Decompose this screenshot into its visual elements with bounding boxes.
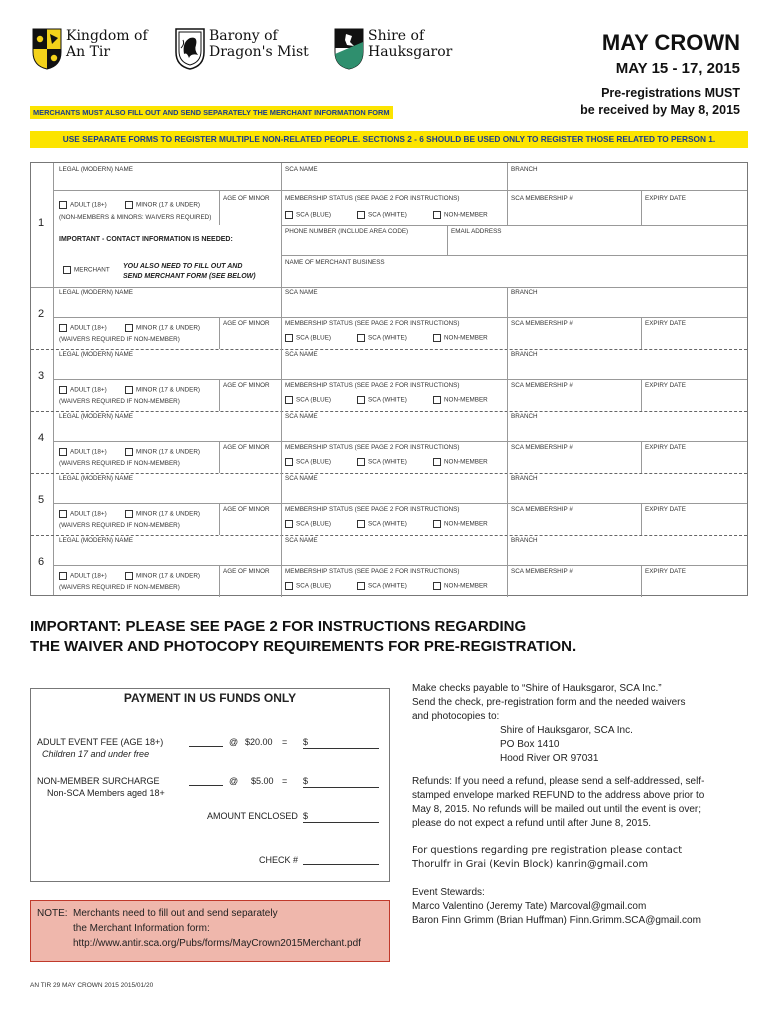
adult-option-label: ADULT (18+)	[70, 201, 107, 209]
sca-blue-option-label: SCA (BLUE)	[296, 582, 331, 590]
sca-white-option-label: SCA (WHITE)	[368, 211, 407, 219]
sca-blue-option[interactable]	[285, 334, 331, 342]
grid-line	[219, 565, 220, 597]
org-kingdom	[32, 28, 148, 70]
grid-line	[281, 503, 282, 535]
checkbox[interactable]	[125, 386, 133, 394]
legal-name-label: LEGAL (MODERN) NAME	[59, 475, 133, 482]
checkbox[interactable]	[59, 324, 67, 332]
checkbox[interactable]	[433, 211, 441, 219]
legal-name-label: LEGAL (MODERN) NAME	[59, 413, 133, 420]
important-line1: IMPORTANT: PLEASE SEE PAGE 2 FOR INSTRUCTIONS REGARDING	[30, 618, 527, 635]
grid-line	[53, 379, 747, 380]
sca-blue-option[interactable]	[285, 211, 331, 219]
adult-price: $20.00	[245, 737, 273, 747]
waivers-note: (WAIVERS REQUIRED IF NON-MEMBER)	[59, 398, 180, 405]
non-member-option-label: NON-MEMBER	[444, 396, 488, 404]
grid-line	[281, 473, 282, 503]
checkbox[interactable]	[285, 211, 293, 219]
grid-line	[53, 190, 747, 191]
important-waiver-notice	[30, 617, 576, 657]
checkbox[interactable]	[59, 201, 67, 209]
non-member-option-label: NON-MEMBER	[444, 520, 488, 528]
merchant-note-inline	[123, 262, 256, 282]
grid-line	[219, 379, 220, 411]
sca-blue-option-label: SCA (BLUE)	[296, 334, 331, 342]
kingdom-shield-icon	[32, 28, 62, 70]
grid-line	[31, 287, 747, 288]
phone-label: PHONE NUMBER (INCLUDE AREA CODE)	[285, 228, 409, 235]
checkbox[interactable]	[433, 582, 441, 590]
grid-line	[507, 535, 508, 565]
branch-label: BRANCH	[511, 289, 538, 296]
grid-line	[507, 287, 508, 317]
non-member-option[interactable]	[433, 520, 488, 528]
non-member-option[interactable]	[433, 582, 488, 590]
address-line3: Hood River OR 97031	[500, 753, 599, 764]
sca-blue-option[interactable]	[285, 520, 331, 528]
org-name-line2: Dragon's Mist	[209, 44, 309, 60]
grid-line	[641, 441, 642, 473]
merchant-form-link[interactable]: http://www.antir.sca.org/Pubs/forms/MayCrown2015Merchant.pdf	[73, 938, 361, 949]
surcharge-qty-field[interactable]	[189, 785, 223, 786]
non-member-option-label: NON-MEMBER	[444, 582, 488, 590]
surcharge-price: $5.00	[251, 776, 274, 786]
merchant-notice: MERCHANTS MUST ALSO FILL OUT AND SEND SEPARATELY THE MERCHANT INFORMATION FORM	[30, 106, 393, 119]
check-number-label: CHECK #	[259, 855, 299, 865]
membership-status-label: MEMBERSHIP STATUS (SEE PAGE 2 FOR INSTRUCTIONS)	[285, 568, 460, 575]
org-name-line1: Barony of	[209, 28, 278, 44]
sca-white-option[interactable]	[357, 582, 407, 590]
questions-line1: For questions regarding pre registration please contact	[412, 845, 683, 856]
expiry-date-label: EXPIRY DATE	[645, 444, 686, 451]
branch-label: BRANCH	[511, 166, 538, 173]
branch-label: BRANCH	[511, 351, 538, 358]
grid-line	[641, 317, 642, 349]
minor-option-label: MINOR (17 & UNDER)	[136, 572, 201, 580]
grid-line	[281, 535, 282, 565]
grid-line	[281, 411, 282, 441]
adult-option-label: ADULT (18+)	[70, 572, 107, 580]
adult-total-field[interactable]	[303, 748, 379, 749]
payment-box	[30, 688, 390, 882]
sca-membership-label: SCA MEMBERSHIP #	[511, 444, 573, 451]
non-member-option[interactable]	[433, 458, 488, 466]
minor-option-label: MINOR (17 & UNDER)	[136, 510, 201, 518]
checkbox[interactable]	[433, 458, 441, 466]
amount-enclosed-label: AMOUNT ENCLOSED	[207, 811, 298, 821]
expiry-date-label: EXPIRY DATE	[645, 506, 686, 513]
minor-option[interactable]	[125, 448, 200, 456]
grid-line	[281, 317, 282, 349]
grid-line	[31, 411, 747, 412]
merchant-option-label: MERCHANT	[74, 266, 110, 274]
grid-line	[641, 379, 642, 411]
expiry-date-label: EXPIRY DATE	[645, 195, 686, 202]
note-prefix: NOTE:	[37, 908, 68, 919]
refund-line3: May 8, 2015. No refunds will be mailed out until the event is over;	[412, 804, 702, 815]
grid-line	[219, 503, 220, 535]
minor-option[interactable]	[125, 324, 200, 332]
grid-line	[31, 473, 747, 474]
prereg-line1: Pre-registrations MUST	[601, 86, 740, 100]
adult-option-label: ADULT (18+)	[70, 386, 107, 394]
refund-line2: stamped envelope marked REFUND to the address above prior to	[412, 790, 705, 801]
expiry-date-label: EXPIRY DATE	[645, 382, 686, 389]
barony-shield-icon	[175, 28, 205, 70]
age-of-minor-label: AGE OF MINOR	[223, 320, 270, 327]
checkbox[interactable]	[285, 458, 293, 466]
send-line1: Send the check, pre-registration form and the needed waivers	[412, 697, 686, 708]
sca-blue-option-label: SCA (BLUE)	[296, 520, 331, 528]
grid-line	[641, 190, 642, 225]
grid-line	[281, 565, 282, 597]
sca-membership-label: SCA MEMBERSHIP #	[511, 382, 573, 389]
address-line2: PO Box 1410	[500, 739, 560, 750]
org-barony	[175, 28, 309, 70]
grid-line	[507, 565, 508, 597]
adult-option[interactable]	[59, 386, 107, 394]
non-member-option-label: NON-MEMBER	[444, 334, 488, 342]
legal-name-label: LEGAL (MODERN) NAME	[59, 166, 133, 173]
non-member-option-label: NON-MEMBER	[444, 211, 488, 219]
grid-line	[507, 503, 508, 535]
branch-label: BRANCH	[511, 475, 538, 482]
legal-name-label: LEGAL (MODERN) NAME	[59, 289, 133, 296]
adult-option[interactable]	[59, 324, 107, 332]
adult-option-label: ADULT (18+)	[70, 510, 107, 518]
at-symbol: @	[229, 776, 239, 786]
section-number: 2	[38, 308, 45, 320]
non-sca-note: Non-SCA Members aged 18+	[47, 788, 165, 798]
adult-qty-field[interactable]	[189, 746, 223, 747]
checkbox[interactable]	[357, 582, 365, 590]
checkbox[interactable]	[357, 211, 365, 219]
non-member-option[interactable]	[433, 396, 488, 404]
shire-shield-icon	[334, 28, 364, 70]
note-line1: Merchants need to fill out and send separately	[73, 908, 278, 919]
checkbox[interactable]	[59, 386, 67, 394]
checkbox[interactable]	[357, 458, 365, 466]
grid-line	[31, 349, 747, 350]
org-name-line2: An Tir	[66, 44, 111, 60]
section-number: 3	[38, 370, 45, 382]
surcharge-total-field[interactable]	[303, 787, 379, 788]
checkbox[interactable]	[285, 334, 293, 342]
adult-option-label: ADULT (18+)	[70, 324, 107, 332]
sca-white-option-label: SCA (WHITE)	[368, 458, 407, 466]
age-of-minor-label: AGE OF MINOR	[223, 444, 270, 451]
steward-2: Baron Finn Grimm (Brian Huffman) Finn.Grimm.SCA@gmail.com	[412, 915, 701, 926]
waivers-note: (WAIVERS REQUIRED IF NON-MEMBER)	[59, 584, 180, 591]
adult-option-label: ADULT (18+)	[70, 448, 107, 456]
sca-white-option-label: SCA (WHITE)	[368, 396, 407, 404]
merchant-note-line2: SEND MERCHANT FORM (SEE BELOW)	[123, 273, 256, 280]
non-member-option[interactable]	[433, 334, 488, 342]
grid-line	[507, 190, 508, 225]
grid-line	[281, 287, 282, 317]
dollar-sign: $	[303, 776, 309, 786]
checkbox[interactable]	[357, 334, 365, 342]
checkbox[interactable]	[125, 510, 133, 518]
sca-white-option[interactable]	[357, 334, 407, 342]
age-of-minor-label: AGE OF MINOR	[223, 568, 270, 575]
sca-name-label: SCA NAME	[285, 537, 318, 544]
sca-name-label: SCA NAME	[285, 413, 318, 420]
membership-status-label: MEMBERSHIP STATUS (SEE PAGE 2 FOR INSTRUCTIONS)	[285, 382, 460, 389]
merchant-note	[30, 900, 390, 962]
org-name-line2: Hauksgaror	[368, 44, 453, 60]
minor-option[interactable]	[125, 386, 200, 394]
grid-line	[219, 441, 220, 473]
sca-blue-option[interactable]	[285, 582, 331, 590]
grid-line	[281, 190, 282, 287]
adult-fee-label: ADULT EVENT FEE (AGE 18+)	[37, 737, 164, 747]
age-of-minor-label: AGE OF MINOR	[223, 195, 270, 202]
grid-line	[281, 225, 747, 226]
email-label: EMAIL ADDRESS	[451, 228, 502, 235]
grid-line	[641, 503, 642, 535]
checkbox[interactable]	[59, 510, 67, 518]
sca-blue-option-label: SCA (BLUE)	[296, 396, 331, 404]
section-number: 5	[38, 494, 45, 506]
grid-line	[281, 255, 747, 256]
minor-option[interactable]	[125, 510, 200, 518]
org-name-line1: Kingdom of	[66, 28, 148, 44]
checkbox[interactable]	[357, 520, 365, 528]
membership-status-label: MEMBERSHIP STATUS (SEE PAGE 2 FOR INSTRUCTIONS)	[285, 195, 460, 202]
grid-line	[641, 565, 642, 597]
merchant-business-label: NAME OF MERCHANT BUSINESS	[285, 259, 385, 266]
stewards-title: Event Stewards:	[412, 887, 485, 898]
expiry-date-label: EXPIRY DATE	[645, 568, 686, 575]
grid-line	[507, 379, 508, 411]
merchant-note-line1: YOU ALSO NEED TO FILL OUT AND	[123, 263, 243, 270]
membership-status-label: MEMBERSHIP STATUS (SEE PAGE 2 FOR INSTRUCTIONS)	[285, 506, 460, 513]
equals-sign: =	[282, 776, 288, 786]
non-member-option-label: NON-MEMBER	[444, 458, 488, 466]
minor-option-label: MINOR (17 & UNDER)	[136, 386, 201, 394]
grid-line	[507, 441, 508, 473]
grid-line	[53, 503, 747, 504]
adult-option[interactable]	[59, 510, 107, 518]
send-line2: and photocopies to:	[412, 711, 500, 722]
waivers-note: (WAIVERS REQUIRED IF NON-MEMBER)	[59, 522, 180, 529]
legal-name-label: LEGAL (MODERN) NAME	[59, 351, 133, 358]
sca-blue-option-label: SCA (BLUE)	[296, 211, 331, 219]
checkbox[interactable]	[125, 201, 133, 209]
contact-needed-label: IMPORTANT - CONTACT INFORMATION IS NEEDED:	[59, 236, 233, 243]
separate-forms-notice: USE SEPARATE FORMS TO REGISTER MULTIPLE NON-RELATED PEOPLE. SECTIONS 2 - 6 SHOULD BE USED ONLY TO REGISTER THOSE RELATED TO PERSON 1.	[30, 131, 748, 148]
grid-line	[507, 317, 508, 349]
at-symbol: @	[229, 737, 239, 747]
registration-form	[30, 162, 748, 596]
checkbox[interactable]	[125, 448, 133, 456]
dollar-sign: $	[303, 811, 309, 821]
grid-line	[281, 349, 282, 379]
age-of-minor-label: AGE OF MINOR	[223, 506, 270, 513]
age-of-minor-label: AGE OF MINOR	[223, 382, 270, 389]
refund-line1: Refunds: If you need a refund, please send a self-addressed, self-	[412, 776, 705, 787]
section-number: 1	[38, 217, 45, 229]
checkbox[interactable]	[357, 396, 365, 404]
sca-membership-label: SCA MEMBERSHIP #	[511, 195, 573, 202]
sca-white-option[interactable]	[357, 396, 407, 404]
grid-line	[507, 349, 508, 379]
sca-blue-option[interactable]	[285, 396, 331, 404]
checkbox[interactable]	[285, 396, 293, 404]
branch-label: BRANCH	[511, 537, 538, 544]
sca-white-option[interactable]	[357, 211, 407, 219]
event-dates: MAY 15 - 17, 2015	[615, 60, 740, 77]
prereg-line2: be received by May 8, 2015	[580, 103, 740, 117]
adult-option[interactable]	[59, 448, 107, 456]
dollar-sign: $	[303, 737, 309, 747]
checkbox[interactable]	[433, 396, 441, 404]
amount-enclosed-field[interactable]	[303, 822, 379, 823]
equals-sign: =	[282, 737, 288, 747]
grid-line	[281, 163, 282, 190]
waivers-note: (NON-MEMBERS & MINORS: WAIVERS REQUIRED)	[59, 214, 212, 221]
non-member-option[interactable]	[433, 211, 488, 219]
sca-name-label: SCA NAME	[285, 475, 318, 482]
checkbox[interactable]	[285, 520, 293, 528]
grid-line	[281, 441, 282, 473]
payable-to: Make checks payable to “Shire of Hauksgaror, SCA Inc.”	[412, 683, 662, 694]
checkbox[interactable]	[125, 572, 133, 580]
grid-line	[219, 190, 220, 225]
branch-label: BRANCH	[511, 413, 538, 420]
grid-line	[53, 565, 747, 566]
sca-white-option-label: SCA (WHITE)	[368, 582, 407, 590]
refund-line4: please do not expect a refund until after June 8, 2015.	[412, 818, 652, 829]
steward-1: Marco Valentino (Jeremy Tate) Marcoval@gmail.com	[412, 901, 647, 912]
important-line2: THE WAIVER AND PHOTOCOPY REQUIREMENTS FOR PRE-REGISTRATION.	[30, 638, 577, 655]
section-number: 4	[38, 432, 45, 444]
checkbox[interactable]	[59, 448, 67, 456]
address-line1: Shire of Hauksgaror, SCA Inc.	[500, 725, 633, 736]
grid-line	[507, 473, 508, 503]
minor-option-label: MINOR (17 & UNDER)	[136, 448, 201, 456]
expiry-date-label: EXPIRY DATE	[645, 320, 686, 327]
sca-white-option-label: SCA (WHITE)	[368, 520, 407, 528]
prereg-deadline	[580, 85, 740, 119]
sca-name-label: SCA NAME	[285, 351, 318, 358]
checkbox[interactable]	[63, 266, 71, 274]
minor-option[interactable]	[125, 201, 200, 209]
sca-name-label: SCA NAME	[285, 289, 318, 296]
sca-name-label: SCA NAME	[285, 166, 318, 173]
surcharge-label: NON-MEMBER SURCHARGE	[37, 776, 160, 786]
payment-title: PAYMENT IN US FUNDS ONLY	[123, 691, 297, 705]
adult-option[interactable]	[59, 201, 107, 209]
membership-status-label: MEMBERSHIP STATUS (SEE PAGE 2 FOR INSTRUCTIONS)	[285, 320, 460, 327]
sca-white-option[interactable]	[357, 458, 407, 466]
checkbox[interactable]	[433, 520, 441, 528]
footer: AN TIR 29 MAY CROWN 2015 2015/01/20	[30, 982, 154, 989]
waivers-note: (WAIVERS REQUIRED IF NON-MEMBER)	[59, 460, 180, 467]
merchant-option[interactable]	[63, 266, 110, 274]
membership-status-label: MEMBERSHIP STATUS (SEE PAGE 2 FOR INSTRUCTIONS)	[285, 444, 460, 451]
minor-option-label: MINOR (17 & UNDER)	[136, 324, 201, 332]
sca-membership-label: SCA MEMBERSHIP #	[511, 506, 573, 513]
section-number: 6	[38, 556, 45, 568]
grid-line	[53, 317, 747, 318]
org-shire	[334, 28, 452, 70]
org-name-line1: Shire of	[368, 28, 425, 44]
checkbox[interactable]	[125, 324, 133, 332]
grid-line	[507, 411, 508, 441]
grid-line	[447, 225, 448, 255]
check-number-field[interactable]	[303, 864, 379, 865]
adult-option[interactable]	[59, 572, 107, 580]
grid-line	[281, 379, 282, 411]
waivers-note: (WAIVERS REQUIRED IF NON-MEMBER)	[59, 336, 180, 343]
page-title: MAY CROWN	[601, 30, 740, 55]
grid-line	[219, 317, 220, 349]
sca-membership-label: SCA MEMBERSHIP #	[511, 568, 573, 575]
note-line2: the Merchant Information form:	[73, 923, 210, 934]
sca-white-option[interactable]	[357, 520, 407, 528]
checkbox[interactable]	[285, 582, 293, 590]
checkbox[interactable]	[59, 572, 67, 580]
grid-line	[507, 163, 508, 190]
grid-line	[53, 441, 747, 442]
legal-name-label: LEGAL (MODERN) NAME	[59, 537, 133, 544]
sca-membership-label: SCA MEMBERSHIP #	[511, 320, 573, 327]
sca-white-option-label: SCA (WHITE)	[368, 334, 407, 342]
sca-blue-option[interactable]	[285, 458, 331, 466]
minor-option-label: MINOR (17 & UNDER)	[136, 201, 201, 209]
grid-line	[31, 535, 747, 536]
questions-line2: Thorulfr in Grai (Kevin Block) kanrin@gmail.com	[412, 859, 649, 870]
checkbox[interactable]	[433, 334, 441, 342]
children-free-note: Children 17 and under free	[42, 749, 150, 759]
sca-blue-option-label: SCA (BLUE)	[296, 458, 331, 466]
minor-option[interactable]	[125, 572, 200, 580]
